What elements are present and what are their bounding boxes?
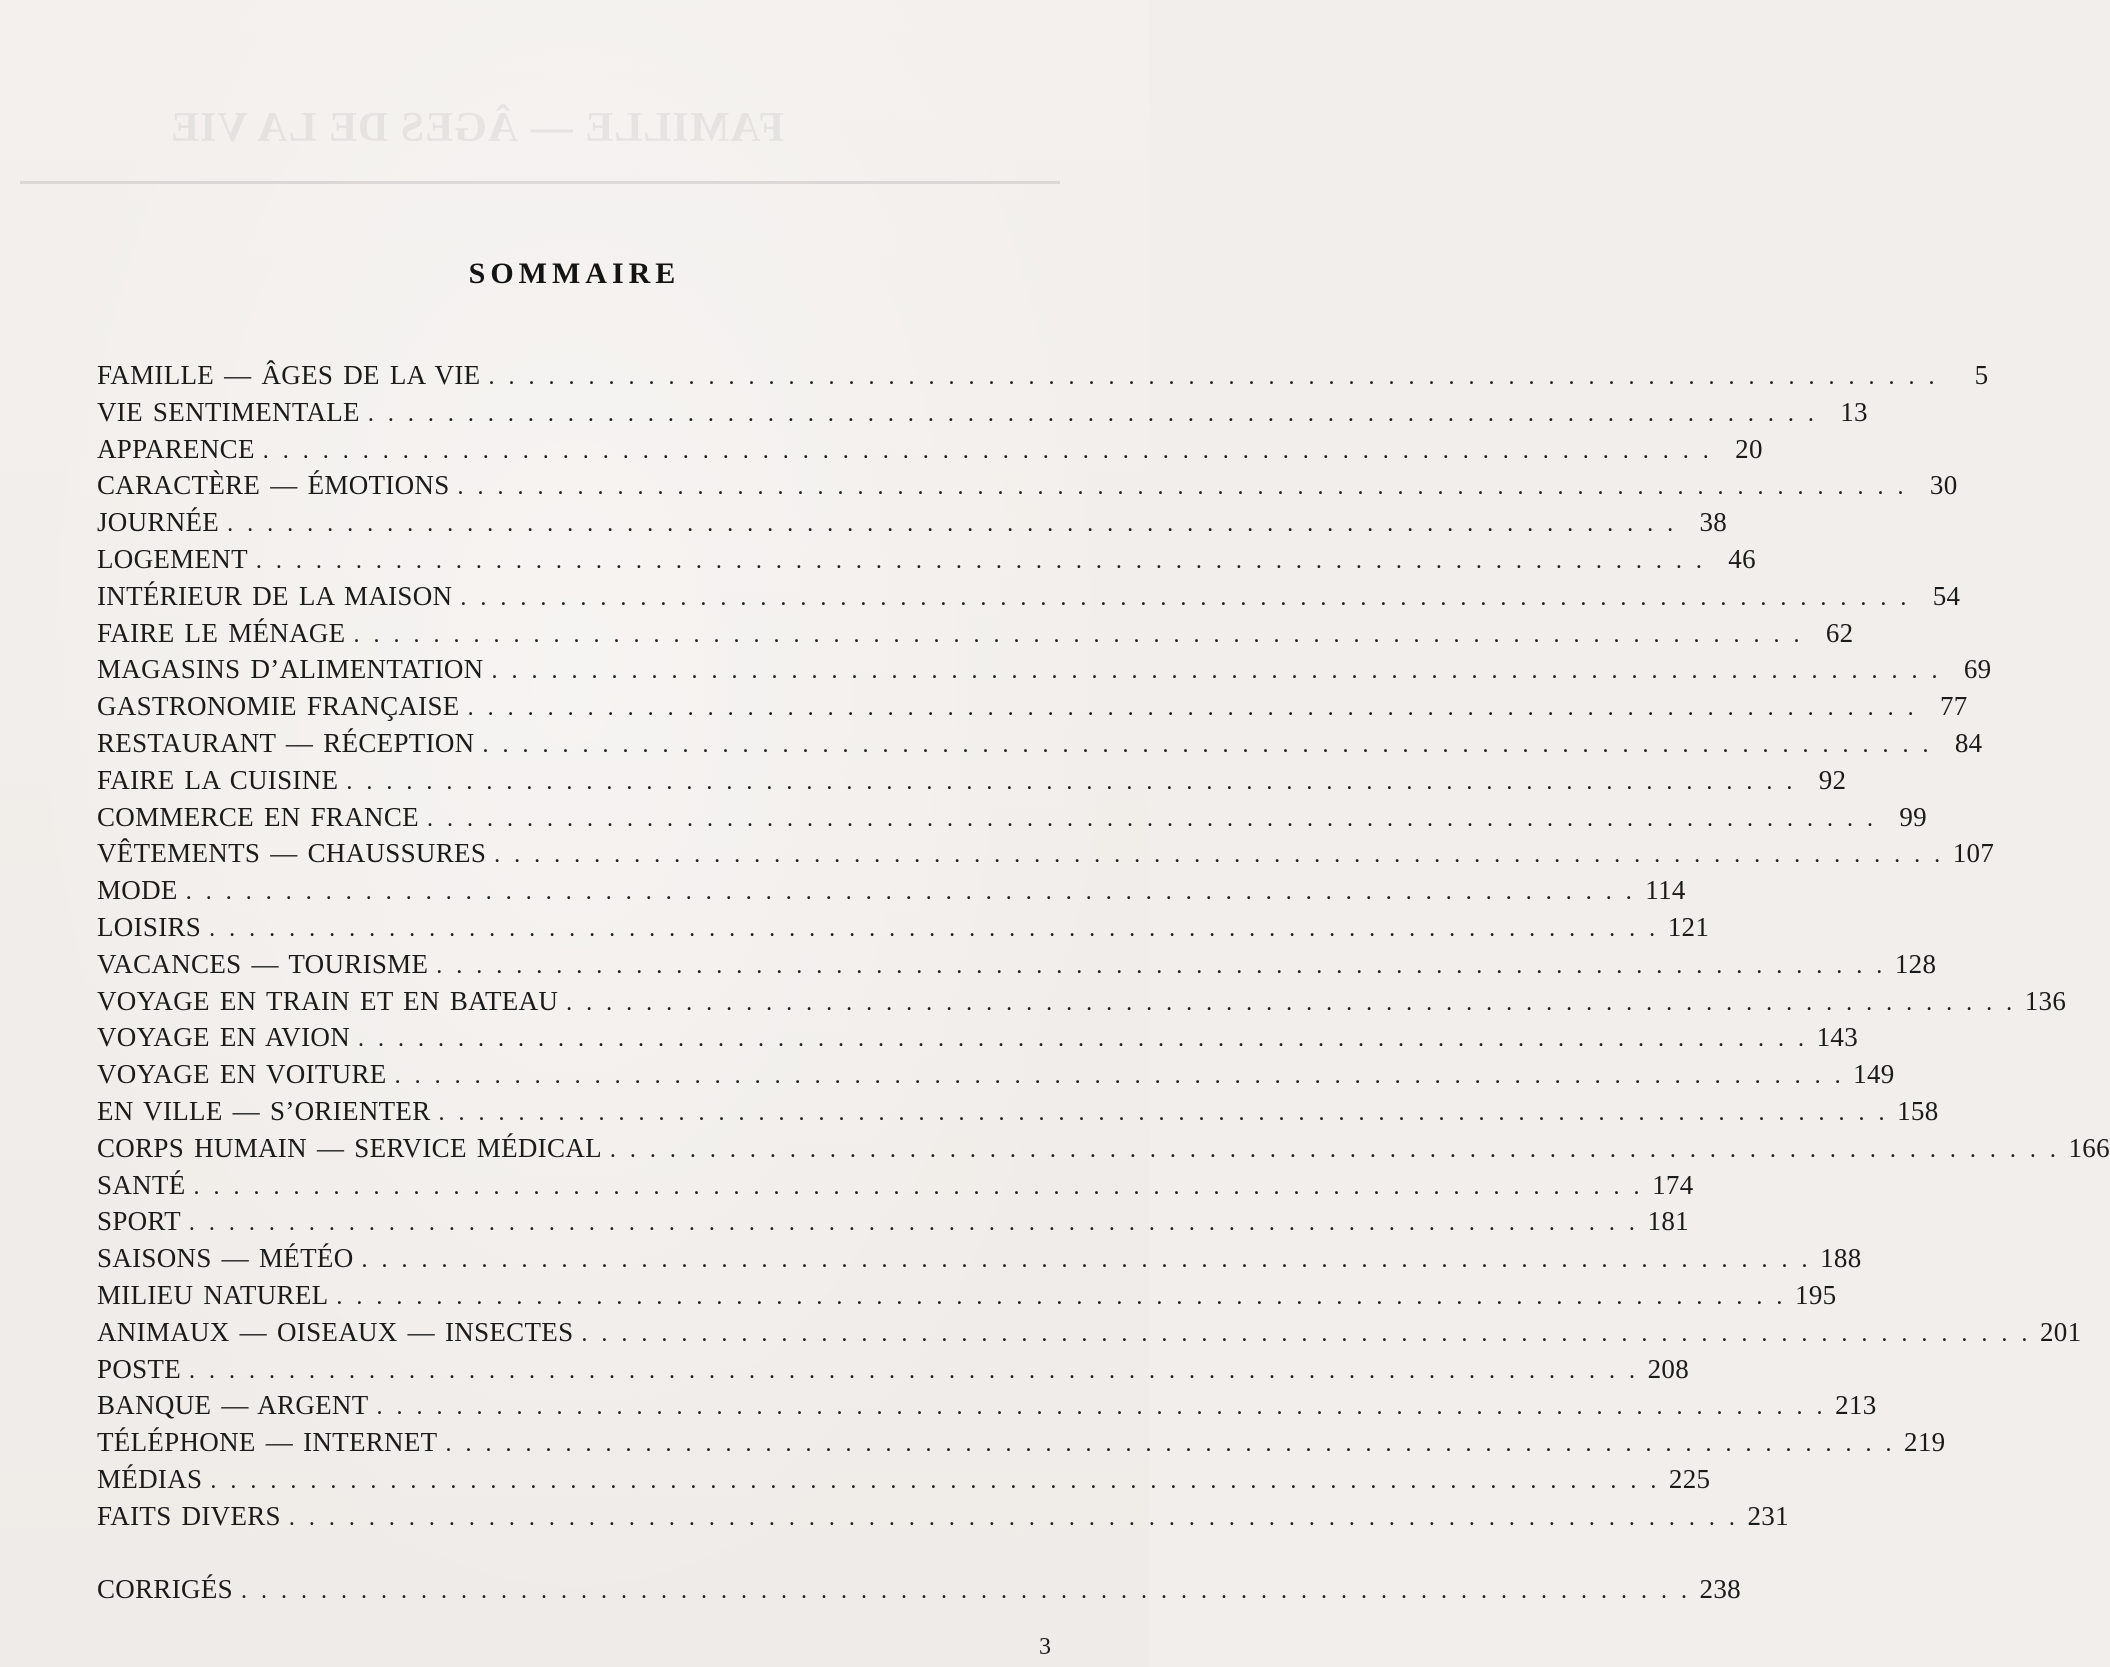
toc-entry-title: MILIEU NATUREL (97, 1280, 329, 1310)
toc-entry-title: GASTRONOMIE FRANÇAISE (97, 691, 460, 722)
toc-entry-page: 128 (1894, 948, 1937, 979)
toc-entry-title: FAIRE LE MÉNAGE (97, 617, 346, 648)
toc-leader-dots: . . . . . . . . . . . . . . . . . . . . . . . . . . . . . . . . . . . . . . . . . . . . . . . . . . . . . . . . . . . . . . . . . . . . . . . . . (188, 1210, 1639, 1237)
toc-entry (97, 1020, 1858, 1054)
toc-leader-dots: . . . . . . . . . . . . . . . . . . . . . . . . . . . . . . . . . . . . . . . . . . . . . . . . . . . . . . . . . . . . . . . . . . . . . . . . . (227, 511, 1678, 538)
toc-entry (97, 1499, 1789, 1533)
toc-entry-page: 69 (1963, 654, 1992, 685)
toc-entry (97, 689, 1968, 723)
toc-leader-dots: . . . . . . . . . . . . . . . . . . . . . . . . . . . . . . . . . . . . . . . . . . . . . . . . . . . . . . . . . . . . . . . . . . . . . . . . . (189, 1357, 1640, 1384)
toc-entry (97, 358, 1989, 392)
toc-entry-title: INTÉRIEUR DE LA MAISON (97, 580, 453, 611)
toc-entry-page: 195 (1795, 1280, 1837, 1310)
toc-leader-dots: . . . . . . . . . . . . . . . . . . . . . . . . . . . . . . . . . . . . . . . . . . . . . . . . . . . . . . . . . . . . . . . . . . . . . . . . . (336, 1284, 1787, 1310)
toc-leader-dots: . . . . . . . . . . . . . . . . . . . . . . . . . . . . . . . . . . . . . . . . . . . . . . . . . . . . . . . . . . . . . . . . . . . . . . . . . (255, 548, 1706, 574)
toc-entry (97, 1204, 1689, 1238)
bleed-through-rule (20, 181, 1060, 184)
toc-entry-page: 188 (1820, 1243, 1862, 1274)
toc-entry-title: POSTE (97, 1353, 182, 1384)
toc-entry-title: FAMILLE — ÂGES DE LA VIE (97, 360, 481, 390)
toc-entry-page: 84 (1954, 728, 1983, 758)
bleed-through-heading: FAMILLE — ÂGES DE LA VIE (170, 105, 785, 151)
toc-entry (97, 1315, 2082, 1349)
toc-entry-page: 231 (1747, 1500, 1789, 1531)
toc-leader-dots: . . . . . . . . . . . . . . . . . . . . . . . . . . . . . . . . . . . . . . . . . . . . . . . . . . . . . . . . . . . . . . . . . . . . . . . . . (346, 768, 1797, 795)
toc-entry (97, 1352, 1690, 1386)
toc-entry (97, 726, 1983, 760)
toc-entry-page: 54 (1932, 580, 1961, 611)
toc-entry (97, 542, 1756, 576)
toc-entry-page: 30 (1929, 470, 1958, 501)
toc-entry (97, 579, 1961, 613)
toc-entry (97, 1388, 1877, 1422)
toc-leader-dots: . . . . . . . . . . . . . . . . . . . . . . . . . . . . . . . . . . . . . . . . . . . . . . . . . . . . . . . . . . . . . . . . . . . . . . . . . (488, 364, 1939, 390)
toc-entry (97, 910, 1710, 944)
toc-entry-title: JOURNÉE (97, 507, 220, 538)
toc-entry-page: 38 (1699, 507, 1728, 538)
toc-entry-title: TÉLÉPHONE — INTERNET (97, 1427, 438, 1458)
toc-leader-dots: . . . . . . . . . . . . . . . . . . . . . . . . . . . . . . . . . . . . . . . . . . . . . . . . . . . . . . . . . . . . . . . . . . . . . . . . . (262, 437, 1713, 464)
toc-entry (97, 1241, 1862, 1275)
toc-entry-title: VACANCES — TOURISME (97, 948, 429, 979)
toc-entry-title: SANTÉ (97, 1169, 186, 1200)
toc-leader-dots: . . . . . . . . . . . . . . . . . . . . . . . . . . . . . . . . . . . . . . . . . . . . . . . . . . . . . . . . . . . . . . . . . . . . . . . . . (394, 1063, 1845, 1090)
toc-entry-page: 149 (1853, 1059, 1895, 1090)
toc-entry-page: 225 (1668, 1464, 1711, 1494)
toc-entry-page: 5 (1974, 360, 1989, 390)
toc-entry-page: 136 (2024, 985, 2067, 1016)
toc-entry (97, 1131, 2110, 1165)
toc-entry-page: 114 (1645, 875, 1686, 906)
toc-entry (97, 432, 1763, 466)
toc-entry (97, 1572, 1741, 1606)
toc-leader-dots: . . . . . . . . . . . . . . . . . . . . . . . . . . . . . . . . . . . . . . . . . . . . . . . . . . . . . . . . . . . . . . . . . . . . . . . . . (426, 805, 1877, 832)
toc-entry-page: 238 (1699, 1573, 1741, 1604)
toc-entry-title: SPORT (97, 1206, 181, 1237)
toc-leader-dots: . . . . . . . . . . . . . . . . . . . . . . . . . . . . . . . . . . . . . . . . . . . . . . . . . . . . . . . . . . . . . . . . . . . . . . . . . (210, 1468, 1661, 1494)
toc-entry-page: 219 (1904, 1427, 1946, 1458)
toc-entry-page: 77 (1939, 691, 1968, 722)
toc-leader-dots: . . . . . . . . . . . . . . . . . . . . . . . . . . . . . . . . . . . . . . . . . . . . . . . . . . . . . . . . . . . . . . . . . . . . . . . . . (491, 658, 1942, 685)
toc-entry (97, 395, 1868, 429)
toc-entry-title: MODE (97, 875, 178, 906)
toc-entry (97, 947, 1937, 981)
toc-leader-dots: . . . . . . . . . . . . . . . . . . . . . . . . . . . . . . . . . . . . . . . . . . . . . . . . . . . . . . . . . . . . . . . . . . . . . . . . . (467, 695, 1918, 722)
toc-entry-page: 13 (1840, 396, 1868, 427)
toc-entry (97, 1462, 1711, 1496)
toc-entry-title: LOISIRS (97, 912, 202, 942)
toc-entry-page: 208 (1647, 1353, 1690, 1384)
page-title: SOMMAIRE (468, 257, 681, 290)
toc-entry (97, 1278, 1837, 1312)
toc-leader-dots: . . . . . . . . . . . . . . . . . . . . . . . . . . . . . . . . . . . . . . . . . . . . . . . . . . . . . . . . . . . . . . . . . . . . . . . . . (438, 1100, 1889, 1126)
toc-leader-dots: . . . . . . . . . . . . . . . . . . . . . . . . . . . . . . . . . . . . . . . . . . . . . . . . . . . . . . . . . . . . . . . . . . . . . . . . . (482, 732, 1933, 758)
toc-leader-dots: . . . . . . . . . . . . . . . . . . . . . . . . . . . . . . . . . . . . . . . . . . . . . . . . . . . . . . . . . . . . . . . . . . . . . . . . . (353, 621, 1804, 648)
toc-entry (97, 800, 1927, 834)
toc-entry-title: VOYAGE EN VOITURE (97, 1059, 387, 1090)
toc-entry-title: MAGASINS D’ALIMENTATION (97, 654, 484, 685)
toc-entry-title: FAIRE LA CUISINE (97, 764, 339, 795)
toc-entry-page: 158 (1897, 1096, 1939, 1126)
toc-leader-dots: . . . . . . . . . . . . . . . . . . . . . . . . . . . . . . . . . . . . . . . . . . . . . . . . . . . . . . . . . . . . . . . . . . . . . . . . . (185, 879, 1636, 906)
toc-leader-dots: . . . . . . . . . . . . . . . . . . . . . . . . . . . . . . . . . . . . . . . . . . . . . . . . . . . . . . . . . . . . . . . . . . . . . . . . . (436, 952, 1887, 979)
toc-entry-title: VOYAGE EN AVION (97, 1022, 350, 1053)
toc-entry (97, 616, 1854, 650)
toc-entry-title: BANQUE — ARGENT (97, 1390, 369, 1421)
toc-entry-title: CARACTÈRE — ÉMOTIONS (97, 470, 450, 501)
toc-leader-dots: . . . . . . . . . . . . . . . . . . . . . . . . . . . . . . . . . . . . . . . . . . . . . . . . . . . . . . . . . . . . . . . . . . . . . . . . . (358, 1026, 1808, 1053)
toc-entry-page: 92 (1818, 764, 1847, 795)
toc-entry (97, 1057, 1895, 1091)
toc-entry-page: 143 (1816, 1022, 1858, 1053)
toc-entry-title: FAITS DIVERS (97, 1500, 281, 1531)
toc-entry (97, 505, 1728, 539)
toc-entry (97, 1168, 1694, 1202)
toc-entry-page: 99 (1899, 801, 1927, 832)
page-number: 3 (1039, 1634, 1051, 1660)
toc-leader-dots: . . . . . . . . . . . . . . . . . . . . . . . . . . . . . . . . . . . . . . . . . . . . . . . . . . . . . . . . . . . . . . . . . . . . . . . . . (445, 1431, 1896, 1458)
toc-entry (97, 873, 1686, 907)
toc-entry (97, 763, 1847, 797)
toc-entry (97, 836, 1995, 870)
toc-leader-dots: . . . . . . . . . . . . . . . . . . . . . . . . . . . . . . . . . . . . . . . . . . . . . . . . . . . . . . . . . . . . . . . . . . . . . . . . . (566, 989, 2017, 1016)
toc-entry-page: 201 (2040, 1316, 2082, 1347)
toc-leader-dots: . . . . . . . . . . . . . . . . . . . . . . . . . . . . . . . . . . . . . . . . . . . . . . . . . . . . . . . . . . . . . . . . . . . . . . . . . (581, 1320, 2032, 1347)
toc-leader-dots: . . . . . . . . . . . . . . . . . . . . . . . . . . . . . . . . . . . . . . . . . . . . . . . . . . . . . . . . . . . . . . . . . . . . . . . . . (376, 1394, 1827, 1421)
toc-entry-title: ANIMAUX — OISEAUX — INSECTES (97, 1316, 574, 1347)
toc-entry-page: 107 (1952, 838, 1995, 869)
toc-entry-page: 174 (1652, 1169, 1694, 1200)
toc-leader-dots: . . . . . . . . . . . . . . . . . . . . . . . . . . . . . . . . . . . . . . . . . . . . . . . . . . . . . . . . . . . . . . . . . . . . . . . . . (367, 400, 1818, 427)
toc-entry (97, 1425, 1946, 1459)
toc-entry (97, 652, 1992, 686)
toc-leader-dots: . . . . . . . . . . . . . . . . . . . . . . . . . . . . . . . . . . . . . . . . . . . . . . . . . . . . . . . . . . . . . . . . . . . . . . . . . (494, 842, 1945, 869)
toc-leader-dots: . . . . . . . . . . . . . . . . . . . . . . . . . . . . . . . . . . . . . . . . . . . . . . . . . . . . . . . . . . . . . . . . . . . . . . . . . (240, 1577, 1691, 1604)
toc-entry-title: RESTAURANT — RÉCEPTION (97, 728, 475, 758)
toc-leader-dots: . . . . . . . . . . . . . . . . . . . . . . . . . . . . . . . . . . . . . . . . . . . . . . . . . . . . . . . . . . . . . . . . . . . . . . . . . (361, 1247, 1812, 1274)
toc-leader-dots: . . . . . . . . . . . . . . . . . . . . . . . . . . . . . . . . . . . . . . . . . . . . . . . . . . . . . . . . . . . . . . . . . . . . . . . . . (609, 1136, 2060, 1163)
toc-entry-title: APPARENCE (97, 433, 255, 464)
toc-entry-title: LOGEMENT (97, 544, 248, 574)
toc-entry-title: CORPS HUMAIN — SERVICE MÉDICAL (97, 1132, 602, 1163)
toc-entry-page: 181 (1647, 1206, 1689, 1237)
toc-leader-dots: . . . . . . . . . . . . . . . . . . . . . . . . . . . . . . . . . . . . . . . . . . . . . . . . . . . . . . . . . . . . . . . . . . . . . . . . . (460, 584, 1911, 611)
toc-entry-page: 62 (1825, 617, 1854, 648)
toc-entry-title: COMMERCE EN FRANCE (97, 801, 419, 832)
toc-entry-title: MÉDIAS (97, 1464, 203, 1494)
toc-entry-title: EN VILLE — S’ORIENTER (97, 1096, 431, 1126)
toc-entry-page: 166 (2068, 1132, 2110, 1163)
toc-leader-dots: . . . . . . . . . . . . . . . . . . . . . . . . . . . . . . . . . . . . . . . . . . . . . . . . . . . . . . . . . . . . . . . . . . . . . . . . . (209, 916, 1660, 942)
toc-entry-page: 20 (1735, 433, 1763, 464)
toc-entry-title: SAISONS — MÉTÉO (97, 1243, 354, 1274)
toc-entry-page: 46 (1728, 544, 1756, 574)
toc-entry-title: VIE SENTIMENTALE (97, 396, 360, 427)
toc-leader-dots: . . . . . . . . . . . . . . . . . . . . . . . . . . . . . . . . . . . . . . . . . . . . . . . . . . . . . . . . . . . . . . . . . . . . . . . . . (457, 474, 1908, 501)
toc-entry-title: VÊTEMENTS — CHAUSSURES (97, 838, 487, 869)
toc-leader-dots: . . . . . . . . . . . . . . . . . . . . . . . . . . . . . . . . . . . . . . . . . . . . . . . . . . . . . . . . . . . . . . . . . . . . . . . . . (288, 1504, 1739, 1531)
toc-entry-title: VOYAGE EN TRAIN ET EN BATEAU (97, 985, 559, 1016)
toc-entry-page: 121 (1667, 912, 1710, 942)
toc-entry-page: 213 (1835, 1390, 1877, 1421)
toc-entry (97, 1094, 1939, 1128)
toc-entry-title: CORRIGÉS (97, 1573, 233, 1604)
toc-leader-dots: . . . . . . . . . . . . . . . . . . . . . . . . . . . . . . . . . . . . . . . . . . . . . . . . . . . . . . . . . . . . . . . . . . . . . . . . . (193, 1173, 1644, 1200)
toc-entry (97, 984, 2067, 1018)
toc-entry (97, 468, 1958, 502)
